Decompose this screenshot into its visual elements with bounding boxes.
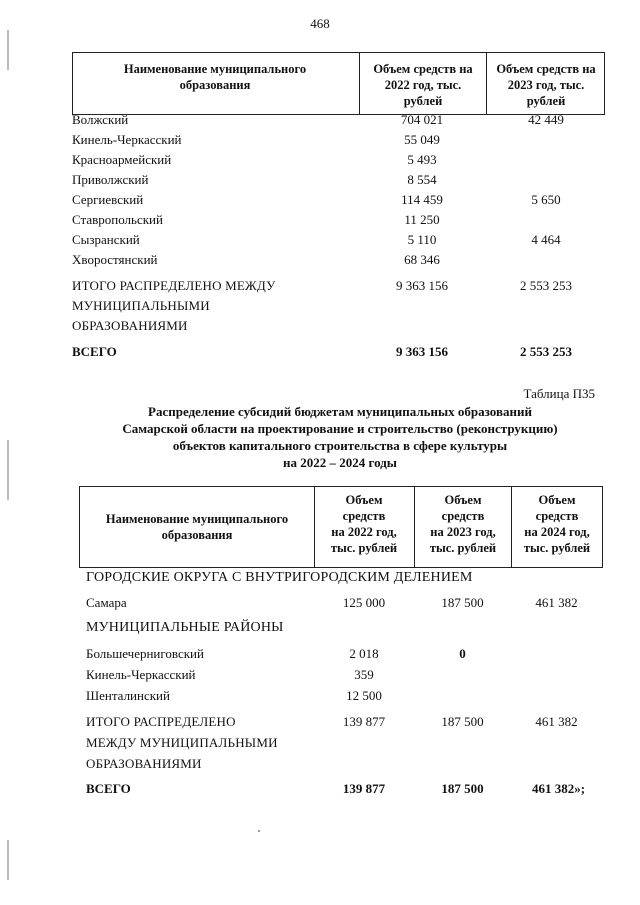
table2-row-name: Кинель-Черкасский bbox=[86, 667, 196, 682]
table1-row-name: Кинель-Черкасский bbox=[72, 132, 182, 147]
table1-border bbox=[486, 52, 487, 115]
table2-total-2022: 139 877 bbox=[342, 714, 386, 729]
table2-header-2023-line: Объем bbox=[444, 493, 482, 507]
table2-title-line: на 2022 – 2024 годы bbox=[283, 455, 397, 470]
table2-header-2024-line: Объем bbox=[538, 493, 576, 507]
table1-row-2023: 42 449 bbox=[528, 112, 564, 127]
table2-header-2023-line: средств bbox=[441, 509, 485, 523]
table2-border bbox=[602, 486, 603, 568]
table2-header-2022-line: средств bbox=[342, 509, 386, 523]
table1-row-name: Красноармейский bbox=[72, 152, 172, 167]
table1-row-2022: 68 346 bbox=[404, 252, 440, 267]
table1-row-name: Сызранский bbox=[72, 232, 140, 247]
table2-grand-total-label: ВСЕГО bbox=[86, 781, 131, 796]
table1-row-2022: 5 493 bbox=[407, 152, 437, 167]
table1-row-name: Ставропольский bbox=[72, 212, 163, 227]
table1-header-2022: Объем средств на 2022 год, тыс. рублей bbox=[373, 62, 473, 108]
table2-total-line: ОБРАЗОВАНИЯМИ bbox=[86, 756, 202, 771]
table1-row-2022: 8 554 bbox=[407, 172, 437, 187]
table2-row-2022: 359 bbox=[354, 667, 374, 682]
table2-row-2022: 2 018 bbox=[349, 646, 379, 661]
table1-row-2023: 4 464 bbox=[531, 232, 561, 247]
table2-header-2022-line: Объем bbox=[345, 493, 383, 507]
table2-header-2024 bbox=[512, 492, 602, 556]
table2-row-name: Большечерниговский bbox=[86, 646, 204, 661]
table2-title-line: Самарской области на проектирование и строительство (реконструкцию) bbox=[122, 421, 558, 436]
table2-border bbox=[314, 486, 315, 568]
table1-row-name: Сергиевский bbox=[72, 192, 144, 207]
table1-row-name: Приволжский bbox=[72, 172, 149, 187]
table2-border bbox=[414, 486, 415, 568]
table2-title bbox=[70, 403, 610, 471]
table1-grand-total-label: ВСЕГО bbox=[72, 344, 117, 359]
table2-header-2022 bbox=[316, 492, 412, 556]
table2-grand-total-2022: 139 877 bbox=[342, 781, 386, 796]
table2-header-2024-line: тыс. рублей bbox=[523, 541, 591, 555]
table1-total-2023: 2 553 253 bbox=[520, 278, 572, 293]
table2-grand-total-2023: 187 500 bbox=[441, 781, 484, 796]
table2-header-name: Наименование муниципального образования bbox=[105, 512, 289, 542]
table2-total-line: МЕЖДУ МУНИЦИПАЛЬНЫМИ bbox=[86, 735, 278, 750]
table2-header-2022-line: тыс. рублей bbox=[330, 541, 398, 555]
table1-total-line: ОБРАЗОВАНИЯМИ bbox=[72, 318, 188, 333]
table2-row-2024: 461 382 bbox=[535, 595, 578, 610]
table2-top-border bbox=[79, 486, 603, 487]
table1-total-line: МУНИЦИПАЛЬНЫМИ bbox=[72, 298, 210, 313]
table2-row-2022: 125 000 bbox=[342, 595, 386, 610]
scan-edge-mark bbox=[7, 30, 9, 70]
table1-row-name: Волжский bbox=[72, 112, 129, 127]
scan-edge-mark bbox=[7, 840, 9, 880]
scan-edge-mark bbox=[7, 440, 9, 500]
table2-title-line: Распределение субсидий бюджетам муниципальных образований bbox=[148, 404, 532, 419]
table2-total-2024: 461 382 bbox=[535, 714, 578, 729]
scan-speck bbox=[258, 830, 260, 832]
table1-top-border bbox=[72, 52, 605, 53]
table2-header-2023-line: тыс. рублей bbox=[429, 541, 497, 555]
table2-header-2024-line: средств bbox=[535, 509, 579, 523]
table1-total-line: ИТОГО РАСПРЕДЕЛЕНО МЕЖДУ bbox=[72, 278, 276, 293]
table2-row-2022: 12 500 bbox=[346, 688, 382, 703]
table2-title-line: объектов капитального строительства в сфере культуры bbox=[172, 438, 508, 453]
table2-row-2023: 187 500 bbox=[441, 595, 484, 610]
table2-grand-total-2024: 461 382»; bbox=[531, 781, 586, 796]
table1-grand-total-2023: 2 553 253 bbox=[520, 344, 572, 359]
table2-total-line: ИТОГО РАСПРЕДЕЛЕНО bbox=[86, 714, 236, 729]
table1-row-2022: 114 459 bbox=[401, 192, 443, 207]
table1-header-2023: Объем средств на 2023 год, тыс. рублей bbox=[496, 62, 596, 108]
table1-border bbox=[72, 52, 73, 115]
table2-total-2023: 187 500 bbox=[441, 714, 484, 729]
table1-header-name: Наименование муниципального образования bbox=[123, 62, 307, 92]
table2-row-name: Шенталинский bbox=[86, 688, 170, 703]
table1-row-2022: 5 110 bbox=[407, 232, 437, 247]
table1-row-2022: 55 049 bbox=[404, 132, 440, 147]
table2-section-districts: МУНИЦИПАЛЬНЫЕ РАЙОНЫ bbox=[86, 620, 284, 635]
table1-border bbox=[359, 52, 360, 115]
table1-border bbox=[604, 52, 605, 115]
table1-row-2023: 5 650 bbox=[531, 192, 561, 207]
table2-section-urban: ГОРОДСКИЕ ОКРУГА С ВНУТРИГОРОДСКИМ ДЕЛЕНИЕМ bbox=[86, 570, 473, 585]
table1-row-2022: 11 250 bbox=[404, 212, 440, 227]
table2-header-2023-line: на 2023 год, bbox=[430, 525, 496, 539]
table1-row-2022: 704 021 bbox=[400, 112, 444, 127]
table1-total-2022: 9 363 156 bbox=[396, 278, 448, 293]
page-number: 468 bbox=[310, 16, 330, 31]
table2-border bbox=[79, 486, 80, 568]
table2-header-2023 bbox=[416, 492, 510, 556]
table2-header-2024-line: на 2024 год, bbox=[524, 525, 590, 539]
table2-row-name: Самара bbox=[86, 595, 127, 610]
table1-row-name: Хворостянский bbox=[72, 252, 158, 267]
table-number-label: Таблица П35 bbox=[523, 386, 595, 401]
table2-row-2023: 0 bbox=[459, 646, 466, 661]
table1-grand-total-2022: 9 363 156 bbox=[396, 344, 448, 359]
table2-header-2022-line: на 2022 год, bbox=[331, 525, 397, 539]
